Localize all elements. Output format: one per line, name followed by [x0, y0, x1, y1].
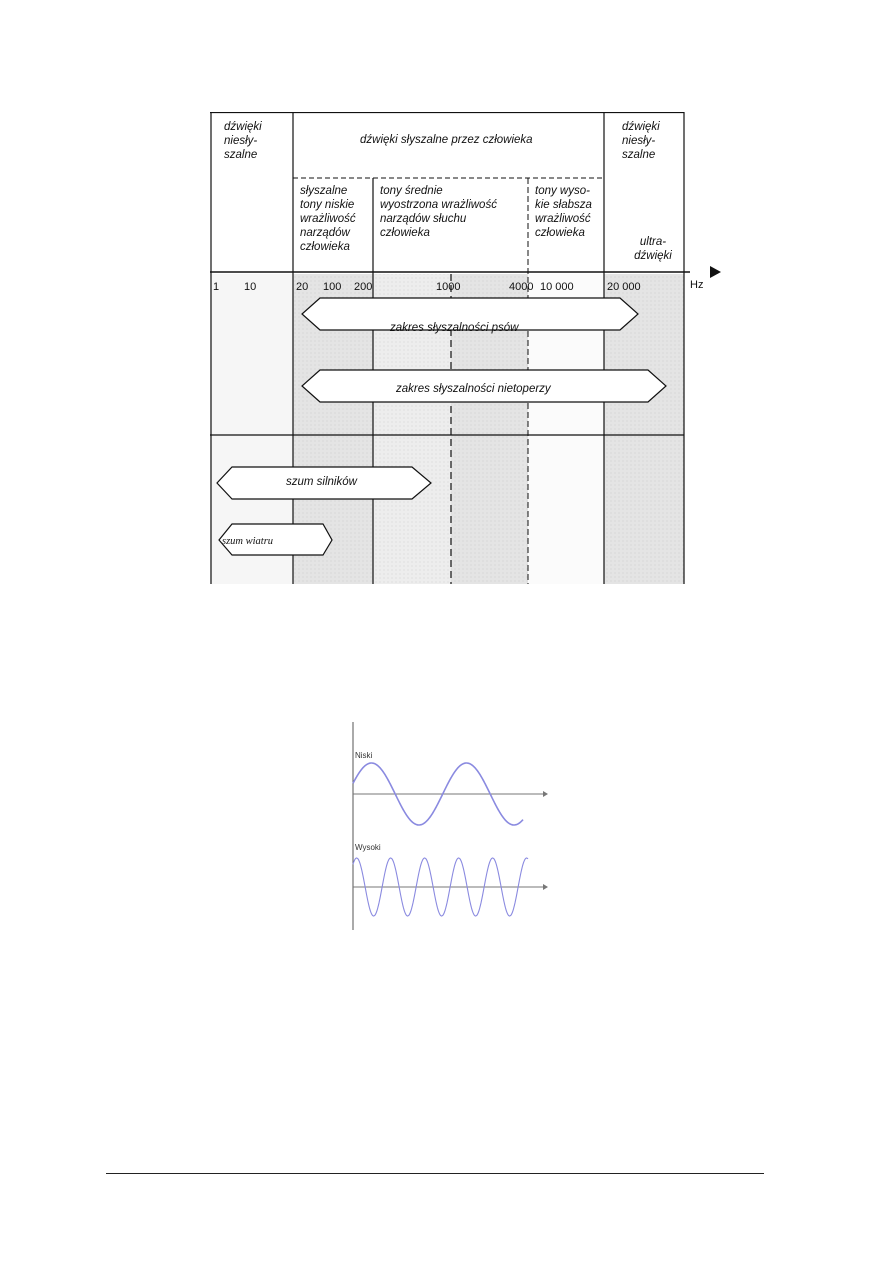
subheader-low-tones: słyszalne tony niskie wrażliwość narządów człowieka — [300, 185, 356, 253]
wind-range-label: szum wiatru — [222, 536, 274, 547]
hearing-range-diagram — [210, 112, 704, 584]
axis-unit-hz: Hz — [690, 279, 704, 291]
high-axis-arrow-icon — [543, 884, 548, 890]
bats-range-label: zakres słyszalności nietoperzy — [396, 383, 551, 395]
tick-4000: 4000 — [509, 281, 534, 293]
tick-10: 10 — [244, 281, 257, 293]
tick-100: 100 — [323, 281, 342, 293]
tick-20: 20 — [296, 281, 309, 293]
tick-10000: 10 000 — [540, 281, 574, 293]
tick-20000: 20 000 — [607, 281, 641, 293]
subheader-ultrasound: ultra- dźwięki — [634, 236, 672, 262]
tick-1000: 1000 — [436, 281, 461, 293]
tick-1: 1 — [213, 281, 220, 293]
subheader-mid-tones: tony średnie wyostrzona wrażliwość narządów słuchu człowieka — [380, 185, 497, 239]
tick-200: 200 — [354, 281, 373, 293]
low-wave-label: Niski — [355, 751, 373, 760]
footer-rule — [106, 1173, 764, 1174]
dogs-range-label: zakres słyszalności psów — [390, 322, 519, 334]
header-left-infrasound: dźwięki niesły- szalne — [224, 121, 262, 161]
low-axis-arrow-icon — [543, 791, 548, 797]
high-wave-label: Wysoki — [355, 843, 381, 852]
hearing-range-svg — [210, 112, 690, 584]
subheader-high-tones: tony wyso- kie słabsza wrażliwość człowieka — [535, 185, 592, 239]
header-right-ultrasound: dźwięki niesły- szalne — [622, 121, 660, 161]
axis-arrow-icon — [710, 266, 721, 278]
header-audible: dźwięki słyszalne przez człowieka — [360, 134, 533, 146]
wave-comparison-diagram — [338, 722, 552, 932]
engines-range-label: szum silników — [286, 476, 357, 488]
